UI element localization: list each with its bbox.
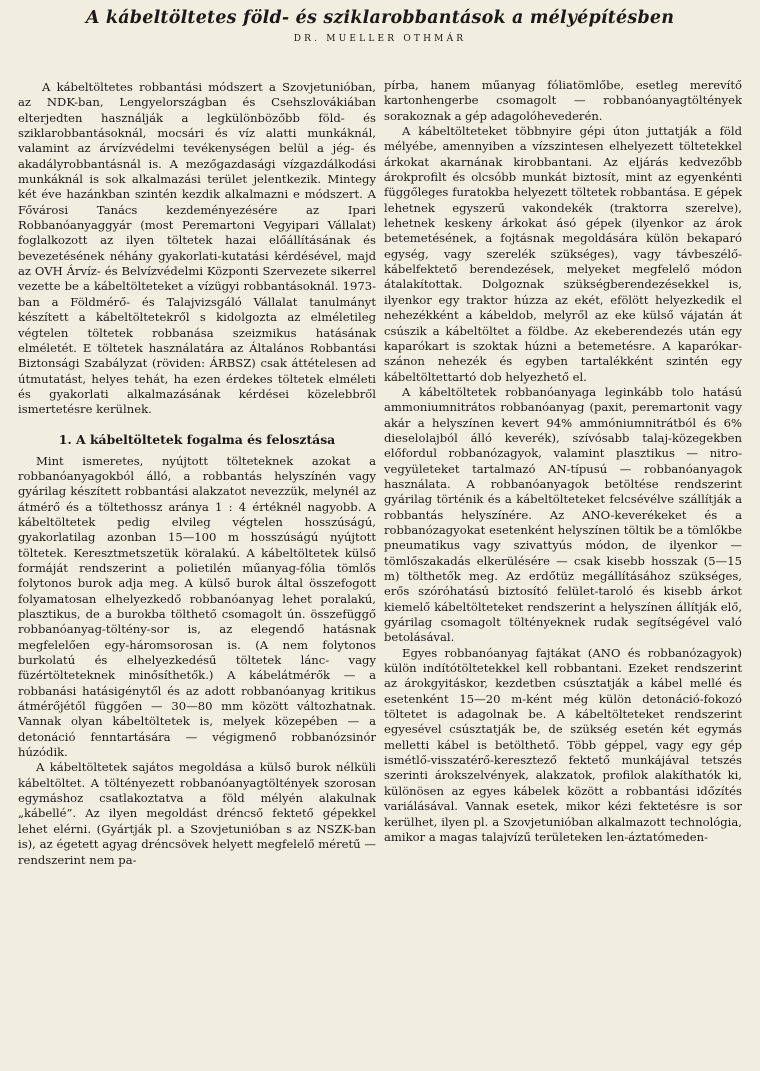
article-author: DR. MUELLER OTHMÁR bbox=[293, 34, 467, 44]
article-title: A kábeltöltetes föld- és sziklarobbantások a mélyépítésben bbox=[85, 8, 675, 28]
body-paragraph: A kábeltöltetek robbanóanyaga leginkább tolo hatású ammoniumnitrátos robbanóanyag (paxit, peremartonit vagy akár a helyszínen kevert 94% ammóniumnitrátból és 6% dieselolajból álló keverék), szívósabb talaj-közegekben előfordul robbanózagyok, valamint plasztikus — nitro-vegyületeket tartalmazó AN-típusú — robbanóanyagok használata. A robbanóanyagok betöltése rendszerint gyárilag történik és a kábeltölteteket felcsévélve szállítják a robbantás helyszínére. Az ANO-keverékeket és a robbanózagyokat esetenként helyszínen töltik be a tömlőkbe pneumatikus vagy szivattyús módon, de ilyenkor — tömlőszakadás elkerülésére — csak kisebb hosszak (5—15 m) tölthetők meg. Az erdőtüz megállításához szükséges, erős szóróhatású biztosító felület-taroló és kisebb árkot kiemelő kábeltölteteket rendszerint a helyszínen állítják elő, gyárilag csomagolt töltényeknek rudak segítségével való betolásával. bbox=[384, 384, 742, 645]
section-paragraph: A kábeltöltetek sajátos megoldása a külső burok nélküli kábeltöltet. A töltényezett robbanóanyagtöltények szorosan egymáshoz csatlakoztatva a föld mélyén alakulnak „kábellé”. Az ilyen megoldást dréncső fektető gépekkel lehet elérni. (Gyártják pl. a Szovjetunióban s az NSZK-ban is), az égetett agyag dréncsövek helyett megfelelő méretű — rendszerint nem pa- bbox=[18, 760, 376, 867]
body-paragraph: Egyes robbanóanyag fajtákat (ANO és robbanózagyok) külön indítótöltetekkel kell robbantani. Ezeket rendszerint az árokgyitáskor, kezdetben csúsztatják a kábel mellé és esetenként 15—20 m-ként még külön detonáció-fokozó töltetet is adagolnak be. A kábeltölteteket rendszerint egyesével csúsztatják be, de szükség esetén két egymás melletti kábel is betölthető. Több géppel, vagy egy gép ismétlő-visszatérő-keresztező fektető munkájával tetszés szerinti árokszelvények, alakzatok, profilok alakíthatók ki, különösen az egyes kábelek között a robbantási időzítés variálásával. Vannak esetek, mikor kézi fektetésre is sor kerülhet, ilyen pl. a Szovjetunióban alkalmazott technológia, amikor a magas talajvízű területeken len-áztatómeden- bbox=[384, 645, 742, 844]
section-heading: 1. A kábeltöltetek fogalma és felosztása bbox=[58, 431, 336, 447]
body-paragraph: A kábeltölteteket többnyire gépi úton juttatják a föld mélyébe, amennyiben a vízszintesen elhelyezett töltetekkel árkokat akarnának kirobbantani. Az eljárás kedvezőbb árokprofilt és olcsóbb munkát biztosít, mint az egyenkénti függőleges furatokba helyezett töltetek robbantása. E gépek lehetnek egyszerű vakondekék (traktorra szerelve), lehetnek keskeny árkokat ásó gépek (ilyenkor az árok betemetésének, a fojtásnak megoldására külön bekaparó egység, vagy szerelék szükséges), vagy távbeszélő-kábelfektető berendezések, melyeket megfelelő módon átalakítottak. Dolgoznak szükségberendezésekkel is, ilyenkor egy traktor húzza az ekét, efölött helyezkedik el nehezékként a kábeldob, melyről az eke külső vájatán át csúszik a kábeltöltet a földbe. Az ekeberendezés után egy kaparókart is szoktak húzni a betemetésre. A kaparókar-szánon nehezék és egyben tartalékként szintén egy kábeltöltettartó dob helyezhető el. bbox=[384, 124, 742, 384]
left-column bbox=[18, 80, 376, 1065]
continued-paragraph: pírba, hanem műanyag fóliatömlőbe, esetleg merevítő kartonhengerbe csomagolt — robbanóanyagtöltények sorakoznak a gép adagolóhevederén. bbox=[384, 78, 742, 123]
intro-paragraph: A kábeltöltetes robbantási módszert a Szovjetunióban, az NDK-ban, Lengyelországban és Csehszlovákiában elterjedten használják a legkülönbözőbb föld- és sziklarobbantásoknál, mocsári és víz alatti munkáknál, valamint az árvízvédelmi tevékenységen belül a jég- és akadályrobbantásnál is. A mezőgazdasági vízgazdálkodási munkáknál is sok alkalmazási terület jelentkezik. Mintegy két éve hazánkban szintén kezdik alkalmazni e módszert. A Fővárosi Tanács kezdeményezésére az Ipari Robbanóanyaggyár (most Peremartoni Vegyipari Vállalat) foglalkozott az ilyen töltetek hazai előállításának és bevezetésének néhány gyakorlati-kutatási kérdésével, majd az OVH Árvíz- és Belvízvédelmi Központi Szervezete sikerrel vezette be a kábeltölteteket a vízügyi robbantásoknál. 1973-ban a Földmérő- és Talajvizsgáló Vállalat tanulmányt készített a kábeltöltetekről s kidolgozta az elméletileg végtelen töltetek robbanása szeizmikus hatásának elméletét. E töltetek használatára az Általános Robbantási Biztonsági Szabályzat (röviden: ÁRBSZ) csak áttételesen ad útmutatást, helyes tehát, ha ezen érdekes töltetek elméleti és gyakorlati alkalmazásának kérdései közelebbről ismertetésre kerülnek. bbox=[18, 80, 376, 417]
right-column bbox=[384, 78, 742, 1063]
section-paragraph: Mint ismeretes, nyújtott tölteteknek azokat a robbanóanyagokból álló, a robbantás helyszínén vagy gyárilag készített robbantási alakzatot nevezzük, melynél az átmérő és a töltethossz aránya 1 : 4 értéknél nagyobb. A kábeltöltetek pedig elvileg végtelen hosszúságú, gyakorlatilag azonban 15—100 m hosszúságú nyújtott töltetek. Keresztmetszetük köralakú. A kábeltöltetek külső formáját rendszerint a polietilén műanyag-fólia tömlős folytonos burok adja meg. A külső burok által összefogott folyamatosan elhelyezkedő robbanóanyag lehet poralakú, plasztikus, de a burokba tölthető csomagolt ún. összefüggő robbanóanyag-töltény-sor is, az elegendő hatásnak megfelelően egy-háromsorosan is. (A nem folytonos burkolatú és elhelyezkedésű töltetek lánc- vagy füzértölteteknek minősíthetők.) A kábelátmérők — a robbanási hatásigénytől és az adott robbanóanyag kritikus átmérőjétől függően — 30—80 mm között változhatnak. Vannak olyan kábeltöltetek is, melyek közepében — a detonáció fenntartására — végigmenő robbanózsinór húzódik. bbox=[18, 453, 376, 760]
